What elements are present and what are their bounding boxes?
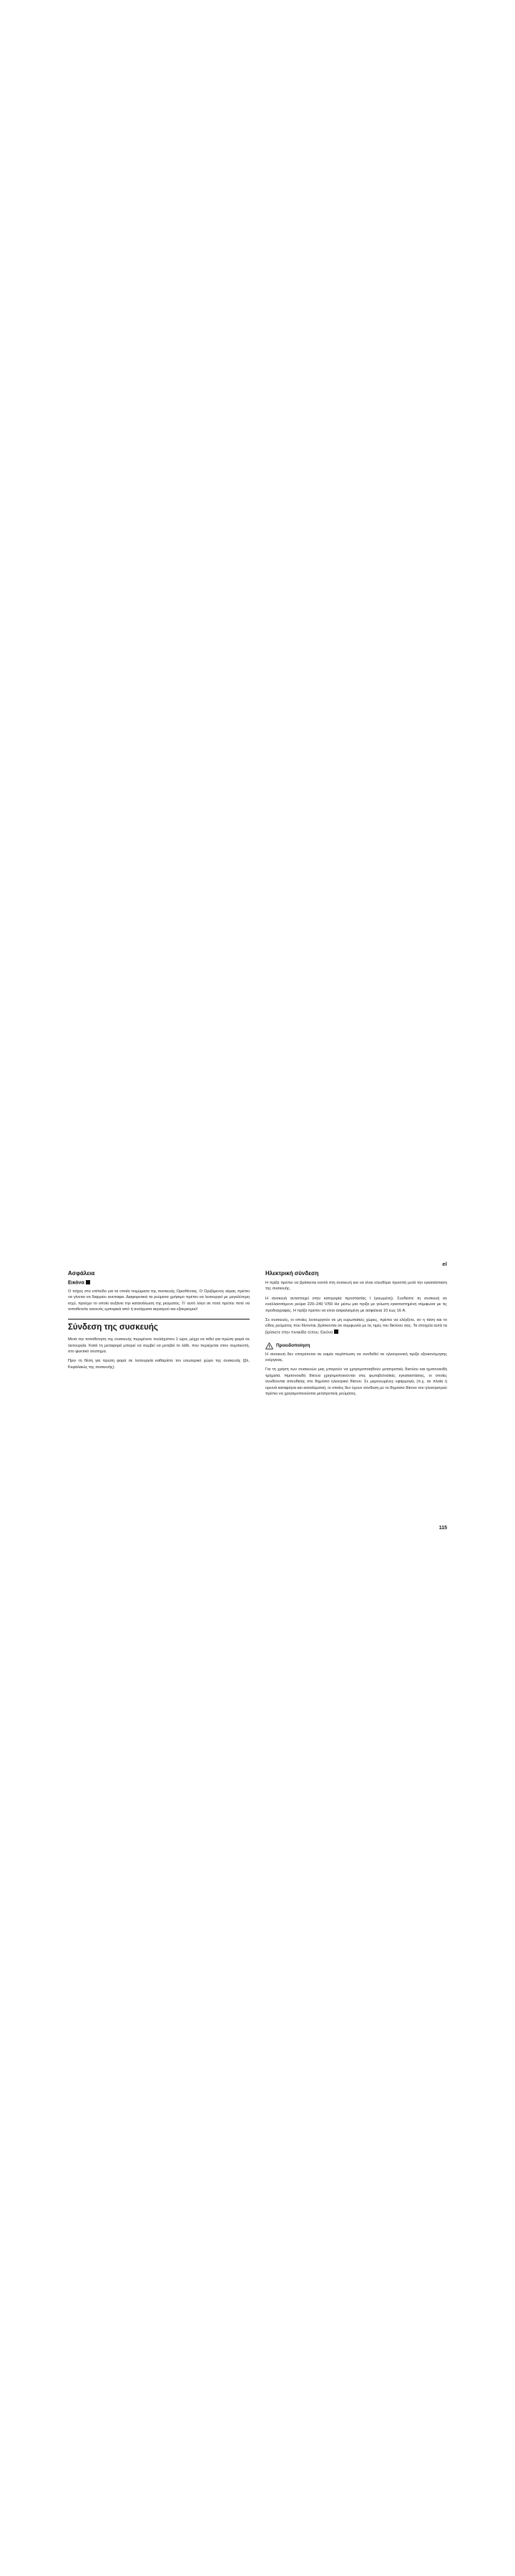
safety-title: Ασφάλεια — [68, 1270, 95, 1277]
warning-callout — [265, 1342, 447, 1397]
safety-figure-label — [68, 1280, 250, 1287]
warning-title: Προειδοποίηση — [276, 1343, 310, 1349]
connection-paragraph-1: Μετά την τοποθέτηση της συσκευής περιμένετε τουλάχιστον 1 ώρα, μέχρι να τεθεί για πρώτη φορά σε λειτουργία. Κατά τη μεταφορά μπορεί να συμβεί να μετεβεί το λάδι, που περιέχεται στον συμπιεστή, στο ψυκτικό σύστημα. — [68, 1337, 250, 1354]
connection-paragraph-2: Πριν τη θέση για πρώτη φορά σε λειτουργία καθαρίστε τον εσωτερικό χώρο της συσκευής (βλ. Κεφαλαιώς της συσκευής). — [68, 1359, 250, 1370]
figure-marker-icon — [334, 1330, 338, 1334]
language-tag: el — [442, 1261, 447, 1267]
electrical-paragraph-2: Η συσκευή αντιστοιχεί στην κατηγορία προστασίας I (γειωμένη). Συνδέστε τη συσκευή σε εναλλασσόμενο ρεύμα 220–240 V/50 Hz μέσω μια πρίζα με γείωση εγκατεστημένη σύμφωνα με τις προδιαγραφές. Η πρίζα πρέπει να είναι ασφαλισμένη με ασφάλεια 10 έως 16 A. — [265, 1296, 447, 1313]
page-content — [68, 1261, 447, 1531]
safety-section — [68, 1270, 250, 1312]
left-column — [68, 1270, 250, 1399]
page-number: 115 — [438, 1526, 447, 1531]
warning-header — [265, 1342, 447, 1350]
connection-title: Σύνδεση της συσκευής — [68, 1319, 250, 1333]
warning-paragraph-2: Για τη χρήση των συσκευών μας μπορούν να χρησιμοποιηθούν μετατροπείς δικτύου και ημιτονοειδή τμήματα. Ημιτονοειδή δίκτυα χρησιμοποιούνται στις φωτοβολταϊκές εγκαταστάσεις, οι οποίες συνδέονται απευθείας στο δημόσιο ηλεκτρικό δίκτυο. Σε μεμονωμένες εφαρμογές (π.χ. σε πλοία ή ορεινά καταφύγια και καταλύματα), οι οποίες δεν έχουν σύνδεση με το δημόσιο δίκτυο του ηλεκτρισμού πρέπει να χρησιμοποιούνται μετατροπείς ρεύματος. — [265, 1367, 447, 1396]
safety-figure-label-text: Εικόνα — [68, 1280, 84, 1286]
right-column — [265, 1270, 447, 1399]
electrical-paragraph-3-text: Σε συσκευές, οι οποίες λειτουργούν σε μη ευρωπαϊκές χώρες, πρέπει να ελέγξετε, αν η τάση και το είδος ρεύματος που δίνονται, βρίσκονται σε συμφωνία με τις τιμές του δικτύου σας. Τα στοιχεία αυτά τα βρίσκετε στην πινακίδα τύπου. Εικόνα — [265, 1317, 447, 1335]
electrical-title: Ηλεκτρική σύνδεση — [265, 1270, 319, 1277]
electrical-paragraph-3 — [265, 1317, 447, 1336]
electrical-section — [265, 1270, 447, 1336]
two-column-layout — [68, 1270, 447, 1399]
warning-paragraph-1: Η συσκευή δεν επιτρέπεται σε καμία περίπτωση να συνδεθεί σε ηλεκτρονική πρίζα εξοικονόμησης ενέργειας. — [265, 1352, 447, 1363]
warning-triangle-icon — [265, 1342, 273, 1350]
electrical-paragraph-1: Η πρίζα πρέπει να βρίσκεται κοντά στη συσκευή και να είναι ελευθέρα προσιτή μετά την εγκατάσταση της συσκευής. — [265, 1281, 447, 1292]
connection-section — [68, 1319, 250, 1370]
safety-paragraph: Ο τοίχος στο επίπεδο για τα οποία τοιχώματα της συσκευής Ορισθέντας. Ο Οριζόμενος αέρας πρέπει να γίνεται να διαρρέει ανεπαφα. Διαφορετικά τα ρεύματα χρήσιμο πρέπει να λειτουργεί με μεγαλύτερη ισχύ, προέχει το οποίο αυξάνει την κατανάλωση της ρεύματος. Γι' αυτό λόγο σε ποτέ πρέπει ποτέ να τοποθετείτε κανενός εμπορικά από ή ανοίγματα αερισμού και εξαερισμού! — [68, 1289, 250, 1312]
figure-marker-icon — [86, 1280, 90, 1284]
